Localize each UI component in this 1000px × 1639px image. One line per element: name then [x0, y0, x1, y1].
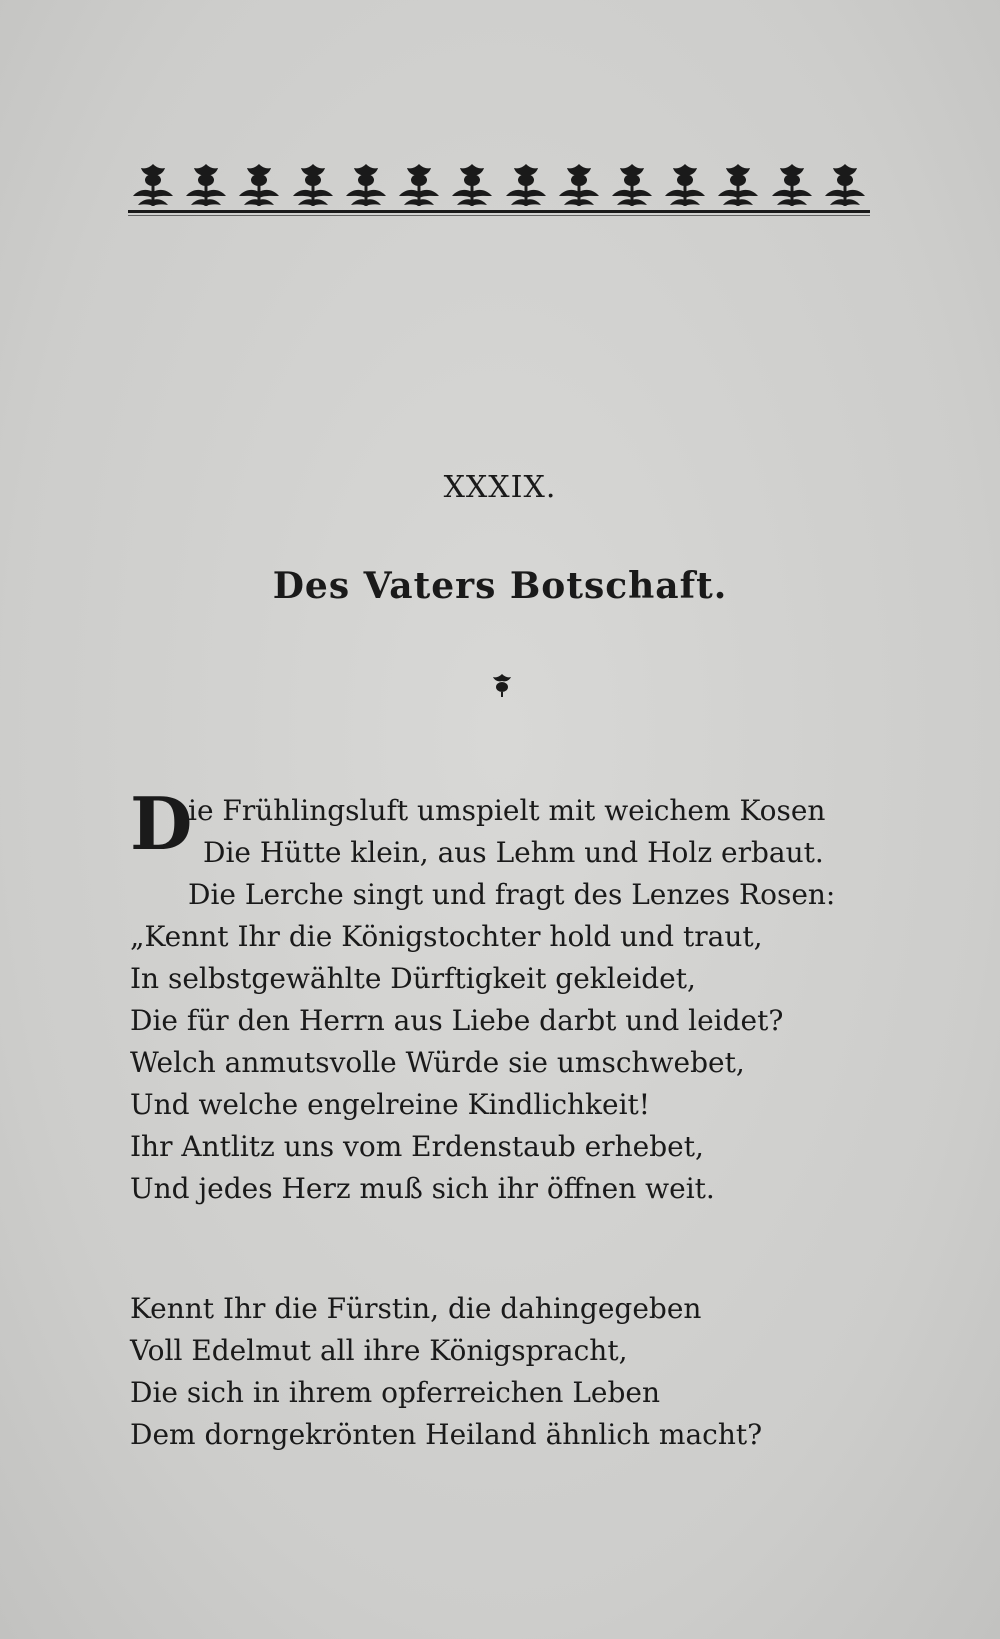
flower-ornament-icon	[607, 160, 657, 210]
flower-ornament-icon	[394, 160, 444, 210]
stanza-line: Welch anmutsvolle Würde sie umschwebet,	[130, 1046, 745, 1079]
flower-ornament-icon	[554, 160, 604, 210]
poem-title: Des Vaters Botschaft.	[272, 565, 728, 607]
stanza-line: Kennt Ihr die Fürstin, die dahingegeben	[130, 1292, 702, 1325]
fleuron-icon	[490, 672, 514, 698]
stanza-line: ie Frühlingsluft umspielt mit weichem Kosen	[188, 794, 826, 827]
stanza-2	[130, 1288, 890, 1456]
flower-ornament-icon	[767, 160, 817, 210]
stanza-line: Die sich in ihrem opferreichen Leben	[130, 1376, 661, 1409]
stanza-line: In selbstgewählte Dürftigkeit gekleidet,	[130, 962, 696, 995]
flower-ornament-icon	[288, 160, 338, 210]
flower-ornament-icon	[447, 160, 497, 210]
stanza-line: „Kennt Ihr die Königstochter hold und traut,	[130, 920, 763, 953]
stanza-line: Ihr Antlitz uns vom Erdenstaub erhebet,	[130, 1130, 704, 1163]
poem-number: XXXIX.	[443, 470, 557, 505]
flower-ornament-icon	[341, 160, 391, 210]
flower-ornament-icon	[501, 160, 551, 210]
header-ornament-row	[128, 158, 870, 210]
stanza-line: Voll Edelmut all ihre Königspracht,	[130, 1334, 628, 1367]
flower-ornament-icon	[234, 160, 284, 210]
flower-ornament-icon	[128, 160, 178, 210]
stanza-line: Die Lerche singt und fragt des Lenzes Rosen:	[188, 878, 836, 911]
stanza-line: Und jedes Herz muß sich ihr öffnen weit.	[130, 1172, 715, 1205]
stanza-line: Die für den Herrn aus Liebe darbt und leidet?	[130, 1004, 784, 1037]
stanza-line: Dem dorngekrönten Heiland ähnlich macht?	[130, 1418, 763, 1451]
drop-cap: D	[130, 781, 193, 866]
flower-ornament-icon	[181, 160, 231, 210]
flower-ornament-icon	[713, 160, 763, 210]
stanza-line: Die Hütte klein, aus Lehm und Holz erbaut.	[203, 836, 824, 869]
stanza-line: Und welche engelreine Kindlichkeit!	[130, 1088, 651, 1121]
header-rule-thin	[128, 215, 870, 216]
flower-ornament-icon	[660, 160, 710, 210]
header-rule	[128, 210, 870, 213]
flower-ornament-icon	[820, 160, 870, 210]
stanza-1	[130, 781, 890, 1210]
